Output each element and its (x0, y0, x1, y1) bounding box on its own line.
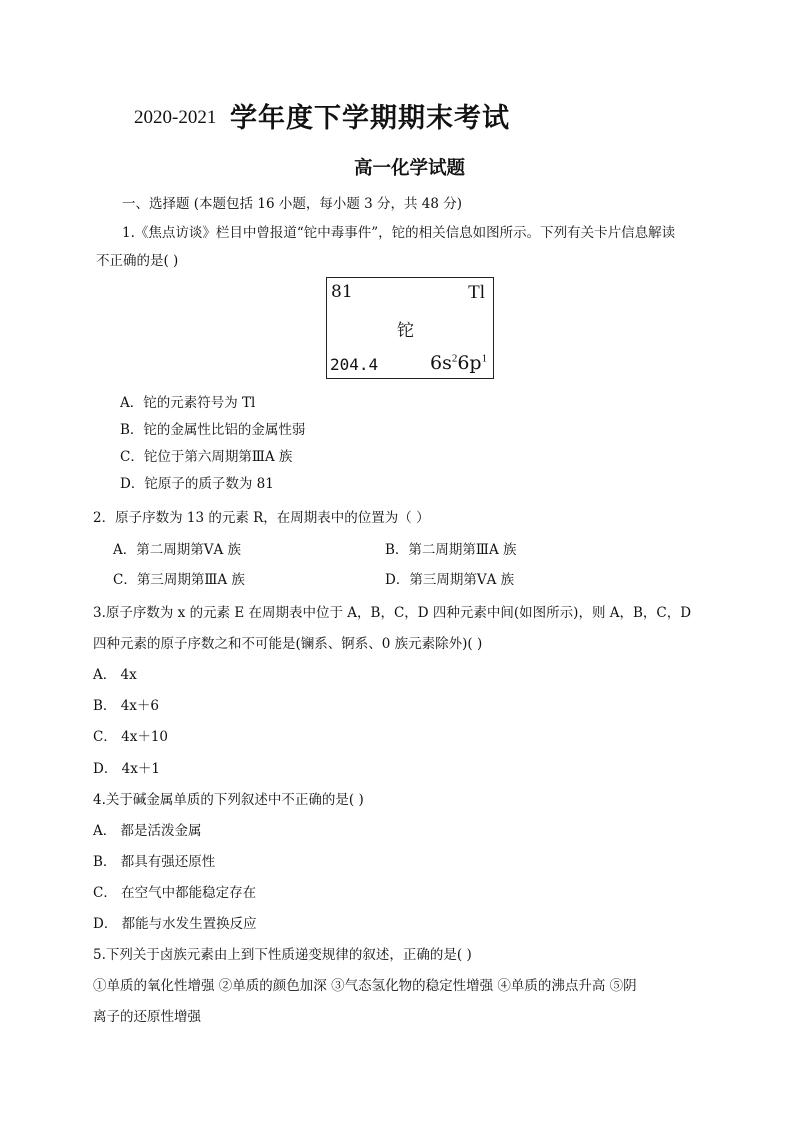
q1-option-a: A．铊的元素符号为 Tl (120, 395, 256, 411)
q2-stem: 2．原子序数为 13 的元素 R，在周期表中的位置为（ ） (93, 510, 430, 526)
q5-statements-line2: 离子的还原性增强 (93, 1009, 201, 1025)
q2-option-d: D．第三周期第ⅤA 族 (385, 572, 515, 588)
card-atomic-mass: 204.4 (330, 355, 379, 374)
q3-option-b: B． 4x＋6 (93, 698, 160, 714)
q3-stem-line2: 四种元素的原子序数之和不可能是(镧系、锕系、0 族元素除外)( ) (93, 636, 483, 652)
q3-option-d: D． 4x＋1 (93, 761, 160, 777)
q2-option-c: C．第三周期第ⅢA 族 (113, 572, 245, 588)
q1-option-b: B．铊的金属性比铝的金属性弱 (120, 422, 306, 438)
q1-stem-line2: 不正确的是( ) (96, 253, 179, 269)
element-card (326, 277, 494, 379)
exam-year: 2020-2021 (134, 107, 217, 128)
q3-option-c: C． 4x＋10 (93, 729, 169, 745)
section-heading: 一、选择题 (本题包括 16 小题，每小题 3 分，共 48 分) (122, 196, 463, 212)
q1-option-d: D．铊原子的质子数为 81 (120, 476, 274, 492)
card-electron-config: $6s^26p^1$ (430, 352, 488, 374)
card-atomic-number: 81 (331, 282, 353, 302)
q3-option-a: A． 4x (93, 667, 137, 683)
q3-stem-line1: 3.原子序数为 x 的元素 E 在周期表中位于 A，B，C，D 四种元素中间(如图所示)，则 A，B，C，D (93, 605, 692, 621)
q1-stem-line1: 1.《焦点访谈》栏目中曾报道“铊中毒事件”，铊的相关信息如图所示。下列有关卡片信息解读 (122, 225, 676, 241)
q5-statements-line1: ①单质的氧化性增强 ②单质的颜色加深 ③气态氢化物的稳定性增强 ④单质的沸点升高 ⑤阴 (93, 978, 637, 994)
card-element-name: 铊 (397, 321, 414, 341)
q4-stem: 4.关于碱金属单质的下列叙述中不正确的是( ) (93, 792, 364, 808)
exam-subtitle: 高一化学试题 (354, 158, 466, 179)
exam-title: 学年度下学期期末考试 (230, 103, 510, 134)
q2-option-b: B．第二周期第ⅢA 族 (385, 542, 517, 558)
q1-option-c: C．铊位于第六周期第ⅢA 族 (120, 449, 293, 465)
q4-option-c: C． 在空气中都能稳定存在 (93, 885, 257, 901)
q4-option-d: D． 都能与水发生置换反应 (93, 916, 257, 932)
q5-stem: 5.下列关于卤族元素由上到下性质递变规律的叙述，正确的是( ) (93, 947, 472, 963)
q2-option-a: A．第二周期第ⅤA 族 (113, 542, 242, 558)
q4-option-a: A． 都是活泼金属 (93, 823, 202, 839)
q4-option-b: B． 都具有强还原性 (93, 854, 216, 870)
card-symbol: Tl (468, 282, 485, 303)
